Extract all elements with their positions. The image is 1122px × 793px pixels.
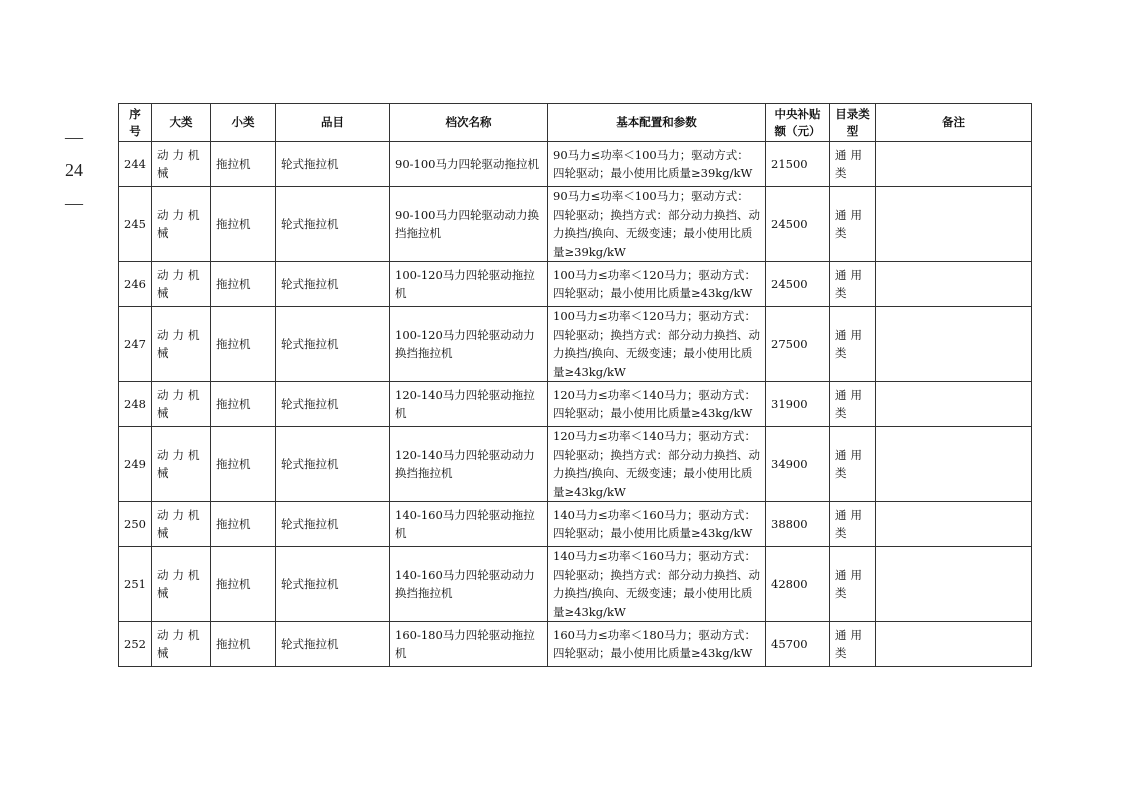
cell-config: 100马力≤功率＜120马力；驱动方式：四轮驱动；最小使用比质量≥43kg/kW	[548, 262, 766, 307]
cell-config: 120马力≤功率＜140马力；驱动方式：四轮驱动；换挡方式：部分动力换挡、动力换挡/换向、无级变速；最小使用比质量≥43kg/kW	[548, 427, 766, 502]
cell-grade-name: 140-160马力四轮驱动拖拉机	[390, 502, 548, 547]
cell-seq: 245	[119, 187, 152, 262]
cell-subcategory: 拖拉机	[211, 427, 276, 502]
cell-subsidy: 27500	[766, 307, 830, 382]
cell-subsidy: 45700	[766, 622, 830, 667]
cell-remark	[876, 382, 1032, 427]
table-row	[119, 427, 1032, 502]
cell-config: 140马力≤功率＜160马力；驱动方式：四轮驱动；最小使用比质量≥43kg/kW	[548, 502, 766, 547]
cell-category: 动力机械	[152, 547, 211, 622]
cell-subsidy: 38800	[766, 502, 830, 547]
header-config: 基本配置和参数	[548, 104, 766, 142]
cell-category: 动力机械	[152, 382, 211, 427]
cell-catalog-type: 通用类	[830, 307, 876, 382]
cell-seq: 252	[119, 622, 152, 667]
cell-catalog-type: 通用类	[830, 142, 876, 187]
table-header-row	[119, 104, 1032, 142]
cell-seq: 246	[119, 262, 152, 307]
cell-item: 轮式拖拉机	[276, 187, 390, 262]
cell-category: 动力机械	[152, 142, 211, 187]
table-row	[119, 622, 1032, 667]
cell-seq: 247	[119, 307, 152, 382]
cell-remark	[876, 547, 1032, 622]
cell-catalog-type: 通用类	[830, 262, 876, 307]
page-number-dash-bottom: —	[65, 193, 83, 213]
cell-category: 动力机械	[152, 187, 211, 262]
cell-config: 160马力≤功率＜180马力；驱动方式：四轮驱动；最小使用比质量≥43kg/kW	[548, 622, 766, 667]
cell-item: 轮式拖拉机	[276, 427, 390, 502]
cell-catalog-type: 通用类	[830, 502, 876, 547]
cell-seq: 249	[119, 427, 152, 502]
table-row	[119, 382, 1032, 427]
table-row	[119, 142, 1032, 187]
header-subsidy: 中央补贴额（元）	[766, 104, 830, 142]
cell-subcategory: 拖拉机	[211, 547, 276, 622]
header-grade-name: 档次名称	[390, 104, 548, 142]
cell-item: 轮式拖拉机	[276, 502, 390, 547]
page-number-dash-top: —	[65, 127, 83, 147]
cell-subcategory: 拖拉机	[211, 187, 276, 262]
cell-seq: 248	[119, 382, 152, 427]
cell-subsidy: 42800	[766, 547, 830, 622]
cell-catalog-type: 通用类	[830, 382, 876, 427]
cell-remark	[876, 262, 1032, 307]
cell-config: 140马力≤功率＜160马力；驱动方式：四轮驱动；换挡方式：部分动力换挡、动力换挡/换向、无级变速；最小使用比质量≥43kg/kW	[548, 547, 766, 622]
cell-item: 轮式拖拉机	[276, 622, 390, 667]
cell-remark	[876, 502, 1032, 547]
cell-subsidy: 21500	[766, 142, 830, 187]
cell-remark	[876, 307, 1032, 382]
table-row	[119, 547, 1032, 622]
cell-remark	[876, 142, 1032, 187]
cell-category: 动力机械	[152, 307, 211, 382]
cell-item: 轮式拖拉机	[276, 382, 390, 427]
cell-subcategory: 拖拉机	[211, 502, 276, 547]
cell-seq: 244	[119, 142, 152, 187]
cell-grade-name: 90-100马力四轮驱动拖拉机	[390, 142, 548, 187]
cell-seq: 251	[119, 547, 152, 622]
cell-config: 100马力≤功率＜120马力；驱动方式：四轮驱动；换挡方式：部分动力换挡、动力换挡/换向、无级变速；最小使用比质量≥43kg/kW	[548, 307, 766, 382]
cell-grade-name: 120-140马力四轮驱动动力换挡拖拉机	[390, 427, 548, 502]
cell-remark	[876, 622, 1032, 667]
subsidy-catalog-table	[118, 103, 1032, 667]
cell-category: 动力机械	[152, 427, 211, 502]
cell-item: 轮式拖拉机	[276, 547, 390, 622]
page-number	[56, 128, 92, 212]
cell-subsidy: 31900	[766, 382, 830, 427]
table-row	[119, 262, 1032, 307]
cell-config: 90马力≤功率＜100马力；驱动方式：四轮驱动；最小使用比质量≥39kg/kW	[548, 142, 766, 187]
cell-catalog-type: 通用类	[830, 187, 876, 262]
cell-subcategory: 拖拉机	[211, 262, 276, 307]
cell-category: 动力机械	[152, 502, 211, 547]
header-catalog-type: 目录类型	[830, 104, 876, 142]
table-row	[119, 502, 1032, 547]
cell-remark	[876, 187, 1032, 262]
cell-grade-name: 100-120马力四轮驱动动力换挡拖拉机	[390, 307, 548, 382]
header-remark: 备注	[876, 104, 1032, 142]
cell-subcategory: 拖拉机	[211, 142, 276, 187]
cell-config: 120马力≤功率＜140马力；驱动方式：四轮驱动；最小使用比质量≥43kg/kW	[548, 382, 766, 427]
table-row	[119, 307, 1032, 382]
cell-catalog-type: 通用类	[830, 427, 876, 502]
header-seq: 序号	[119, 104, 152, 142]
cell-item: 轮式拖拉机	[276, 262, 390, 307]
cell-subsidy: 24500	[766, 187, 830, 262]
header-item: 品目	[276, 104, 390, 142]
cell-grade-name: 140-160马力四轮驱动动力换挡拖拉机	[390, 547, 548, 622]
cell-subcategory: 拖拉机	[211, 622, 276, 667]
cell-category: 动力机械	[152, 622, 211, 667]
cell-subsidy: 34900	[766, 427, 830, 502]
cell-config: 90马力≤功率＜100马力；驱动方式：四轮驱动；换挡方式：部分动力换挡、动力换挡/换向、无级变速；最小使用比质量≥39kg/kW	[548, 187, 766, 262]
cell-grade-name: 100-120马力四轮驱动拖拉机	[390, 262, 548, 307]
page-number-value: 24	[65, 160, 83, 180]
cell-category: 动力机械	[152, 262, 211, 307]
cell-subcategory: 拖拉机	[211, 307, 276, 382]
table-row	[119, 187, 1032, 262]
cell-remark	[876, 427, 1032, 502]
cell-grade-name: 120-140马力四轮驱动拖拉机	[390, 382, 548, 427]
cell-item: 轮式拖拉机	[276, 307, 390, 382]
cell-seq: 250	[119, 502, 152, 547]
header-subcategory: 小类	[211, 104, 276, 142]
cell-grade-name: 90-100马力四轮驱动动力换挡拖拉机	[390, 187, 548, 262]
cell-item: 轮式拖拉机	[276, 142, 390, 187]
cell-grade-name: 160-180马力四轮驱动拖拉机	[390, 622, 548, 667]
header-category: 大类	[152, 104, 211, 142]
cell-catalog-type: 通用类	[830, 547, 876, 622]
cell-subsidy: 24500	[766, 262, 830, 307]
cell-subcategory: 拖拉机	[211, 382, 276, 427]
cell-catalog-type: 通用类	[830, 622, 876, 667]
